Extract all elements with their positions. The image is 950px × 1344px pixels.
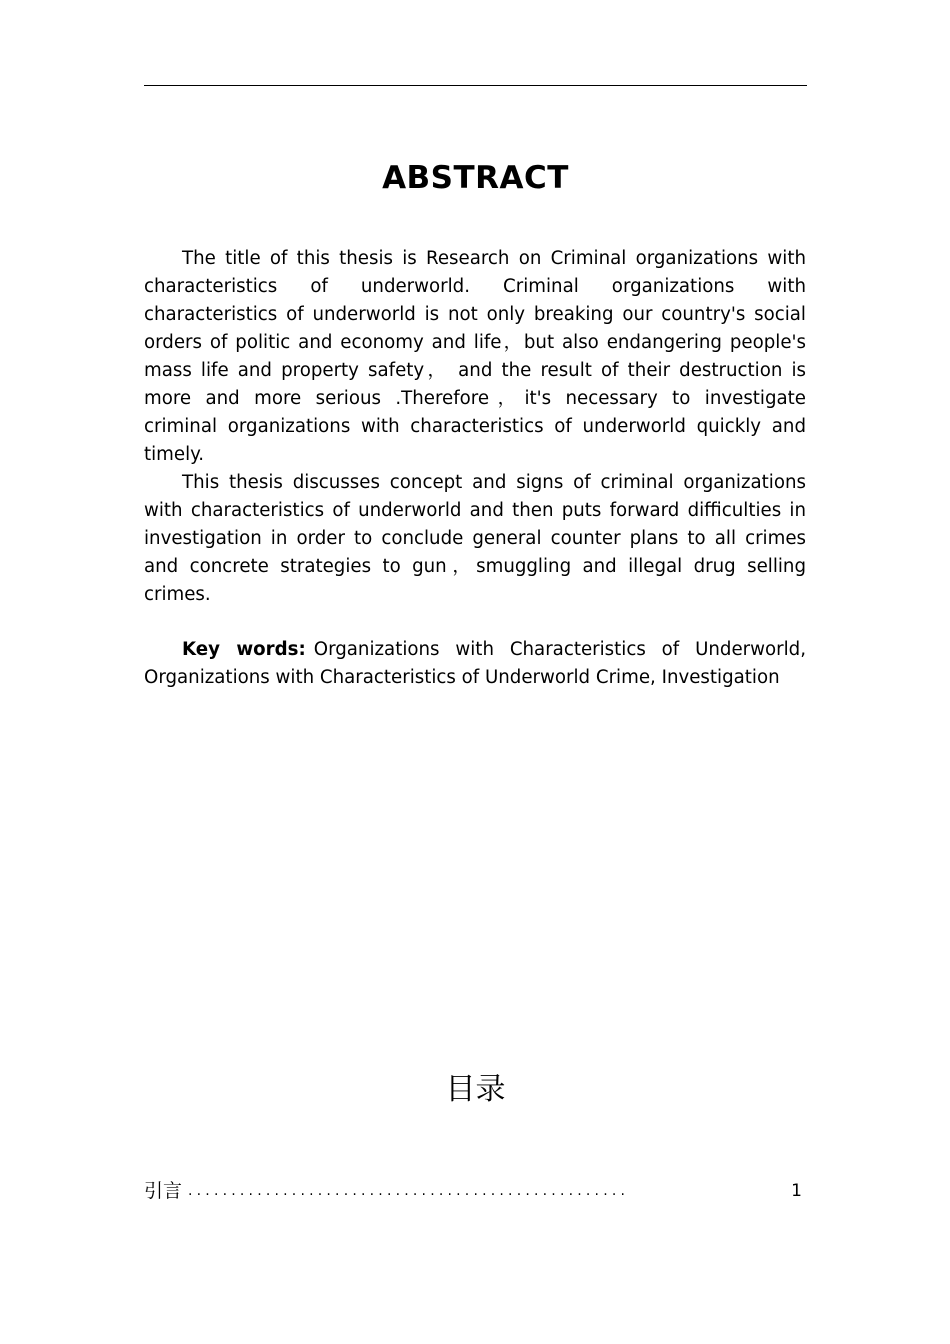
abstract-paragraph-1: The title of this thesis is Research on Criminal organizations with characteristics of underworld. Criminal organizations with characteristics of underworld is not only breaking our country's social orders of politic and economy and life，but also endangering people's mass life and property safety， and the result of their destruction is more and more serious .Therefore，it's necessary to investigate criminal organizations with characteristics of underworld quickly and timely. bbox=[144, 248, 806, 465]
toc-entry[interactable] bbox=[144, 1177, 806, 1205]
keywords bbox=[144, 636, 806, 692]
abstract-paragraph-2: This thesis discusses concept and signs of criminal organizations with characteristics of underworld and then puts forward difficulties in investigation in order to conclude general counter plans to all crimes and concrete strategies to gun，smuggling and illegal drug selling crimes. bbox=[144, 472, 806, 605]
keywords-text: Organizations with Characteristics of Underworld, Organizations with Characteristics of Underworld Crime, Investigation bbox=[144, 639, 806, 688]
header-rule bbox=[144, 85, 807, 86]
keywords-label: Key words: bbox=[182, 639, 306, 660]
abstract-body bbox=[144, 245, 806, 609]
toc-entry-leader: ................................................... bbox=[188, 1183, 630, 1199]
toc-entry-page: 1 bbox=[791, 1181, 802, 1201]
toc-title: 目录 bbox=[445, 1072, 506, 1107]
abstract-title: ABSTRACT bbox=[382, 160, 569, 196]
toc-entry-label: 引言 bbox=[144, 1180, 183, 1202]
